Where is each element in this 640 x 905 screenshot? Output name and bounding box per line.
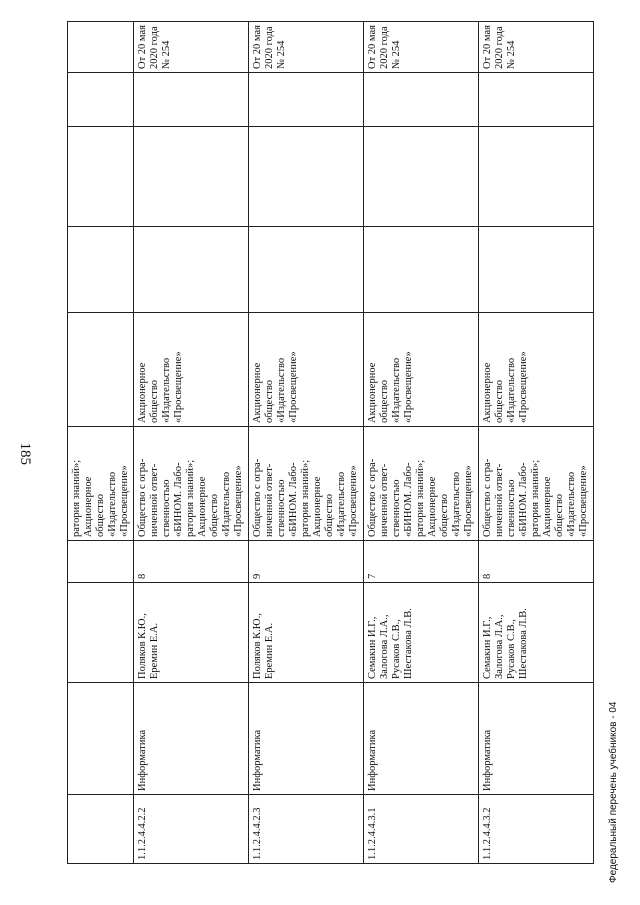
cell-authors: Семакин И.Г., Залогова Л.А., Русаков С.В., Шестакова Л.В. [479,583,594,683]
cell-publisher2: Акционерное общество «Издательство «Просвещение» [134,313,249,427]
cell-code: 1.1.2.4.4.3.1 [364,795,479,864]
cell-c7 [364,227,479,313]
cell-publisher: Общество с огра- ниченной ответ- ственностью «БИНОМ. Лабо- ратория знаний»; Акционерное общество «Издательство «Просвещение» [479,427,594,541]
cell-grade: 8 [479,541,594,583]
cell-c7 [479,227,594,313]
cell-grade: 9 [249,541,364,583]
cell-authors: Поляков К.Ю., Еремин Е.А. [134,583,249,683]
cell-c9 [479,73,594,127]
cell-c7 [134,227,249,313]
cell-order: От 20 мая 2020 года № 254 [364,22,479,73]
cell-grade: 8 [134,541,249,583]
cell-subject: Информатика [479,683,594,795]
cell-c7 [68,227,134,313]
cell-c8 [68,127,134,227]
cell-c8 [479,127,594,227]
cell-grade: 7 [364,541,479,583]
table-row [68,22,134,864]
table-row [364,22,479,864]
cell-subject: Информатика [249,683,364,795]
table-row [249,22,364,864]
cell-c8 [134,127,249,227]
cell-order: От 20 мая 2020 года № 254 [479,22,594,73]
cell-publisher2: Акционерное общество «Издательство «Просвещение» [479,313,594,427]
cell-c9 [249,73,364,127]
cell-publisher2 [68,313,134,427]
cell-code: 1.1.2.4.4.2.3 [249,795,364,864]
cell-publisher2: Акционерное общество «Издательство «Просвещение» [364,313,479,427]
cell-publisher: Общество с огра- ниченной ответ- ственностью «БИНОМ. Лабо- ратория знаний»; Акционерное общество «Издательство «Просвещение» [364,427,479,541]
cell-publisher: Общество с огра- ниченной ответ- ственностью «БИНОМ. Лабо- ратория знаний»; Акционерное общество «Издательство «Просвещение» [249,427,364,541]
cell-code: 1.1.2.4.4.2.2 [134,795,249,864]
cell-c8 [249,127,364,227]
cell-authors: Поляков К.Ю., Еремин Е.А. [249,583,364,683]
cell-order: От 20 мая 2020 года № 254 [249,22,364,73]
page-number: 185 [17,442,33,465]
cell-authors [68,583,134,683]
cell-order [68,22,134,73]
table-row [134,22,249,864]
cell-c8 [364,127,479,227]
cell-subject: Информатика [134,683,249,795]
cell-order: От 20 мая 2020 года № 254 [134,22,249,73]
cell-subject: Информатика [364,683,479,795]
cell-authors: Семакин И.Г., Залогова Л.А., Русаков С.В., Шестакова Л.В. [364,583,479,683]
cell-publisher2: Акционерное общество «Издательство «Просвещение» [249,313,364,427]
cell-code [68,795,134,864]
cell-publisher: ратория знаний»; Акционерное общество «Издательство «Просвещение» [68,427,134,541]
cell-publisher: Общество с огра- ниченной ответ- ственностью «БИНОМ. Лабо- ратория знаний»; Акционерное общество «Издательство «Просвещение» [134,427,249,541]
cell-grade [68,541,134,583]
page-footer: Федеральный перечень учебников - 04 [608,701,619,883]
cell-c9 [364,73,479,127]
textbook-table [67,21,594,864]
cell-c9 [68,73,134,127]
cell-code: 1.1.2.4.4.3.2 [479,795,594,864]
table-row [479,22,594,864]
cell-c7 [249,227,364,313]
cell-subject [68,683,134,795]
cell-c9 [134,73,249,127]
